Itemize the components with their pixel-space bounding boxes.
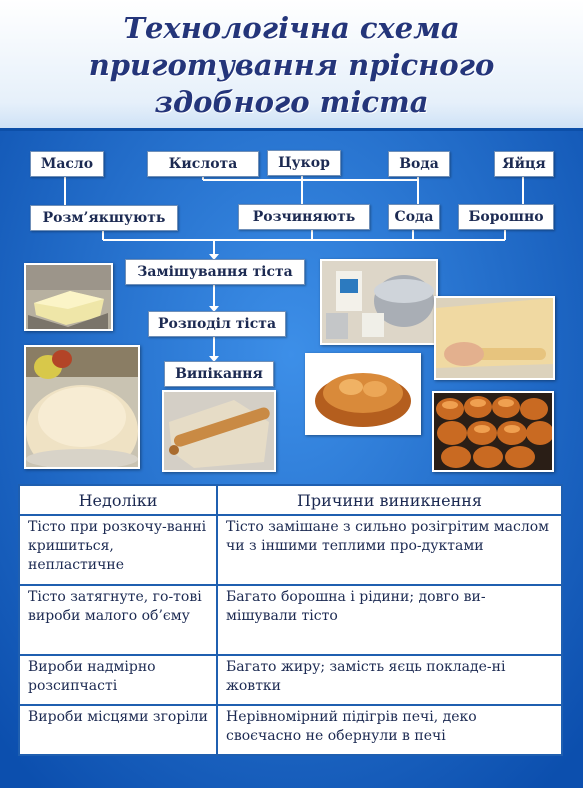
- box-butter: Масло: [30, 151, 104, 177]
- box-soften: Розм’якшують: [30, 205, 178, 231]
- title-line-3: здобного тіста: [154, 85, 429, 119]
- table-row: [19, 515, 562, 585]
- box-dissolve: Розчиняють: [238, 204, 370, 230]
- box-baking: Випікання: [164, 361, 274, 387]
- defects-table: [18, 484, 563, 756]
- photo-utensils: [320, 259, 438, 345]
- photo-buns-tray: [432, 391, 554, 472]
- table-row: [19, 585, 562, 655]
- defect-cell: Тісто затягнуте, го-тові вироби малого об’єму: [19, 585, 217, 655]
- box-flour: Борошно: [458, 204, 554, 230]
- photo-baked-loaf: [305, 353, 421, 435]
- box-kneading: Замішування тіста: [125, 259, 305, 285]
- header-causes: Причини виникнення: [217, 485, 562, 515]
- photo-rolling-pin: [162, 390, 276, 472]
- table-header-row: [19, 485, 562, 515]
- box-acid: Кислота: [147, 151, 259, 177]
- photo-butter: [24, 263, 113, 331]
- box-soda: Сода: [388, 204, 440, 230]
- defect-cell: Вироби місцями згоріли: [19, 705, 217, 755]
- box-dividing: Розподіл тіста: [148, 311, 286, 337]
- defect-cell: Вироби надмірно розсипчасті: [19, 655, 217, 705]
- box-eggs: Яйця: [494, 151, 554, 177]
- cause-cell: Нерівномірний підігрів печі, деко своєчасно не обернули в печі: [217, 705, 562, 755]
- header-defects: Недоліки: [19, 485, 217, 515]
- table-row: [19, 655, 562, 705]
- defect-cell: Тісто при розкочу-ванні кришиться, непластичне: [19, 515, 217, 585]
- title-line-2: приготування прісного: [88, 48, 495, 82]
- photo-rolling-dough: [434, 296, 555, 380]
- box-water: Вода: [388, 151, 450, 177]
- cause-cell: Тісто замішане з сильно розігрітим маслом чи з іншими теплими про-дуктами: [217, 515, 562, 585]
- title-line-1: Технологічна схема: [123, 11, 460, 45]
- photo-dough-bowl: [24, 345, 140, 469]
- table-row: [19, 705, 562, 755]
- box-sugar: Цукор: [267, 150, 341, 176]
- cause-cell: Багато жиру; замість яєць покладе-ні жовтки: [217, 655, 562, 705]
- cause-cell: Багато борошна і рідини; довго ви-мішували тісто: [217, 585, 562, 655]
